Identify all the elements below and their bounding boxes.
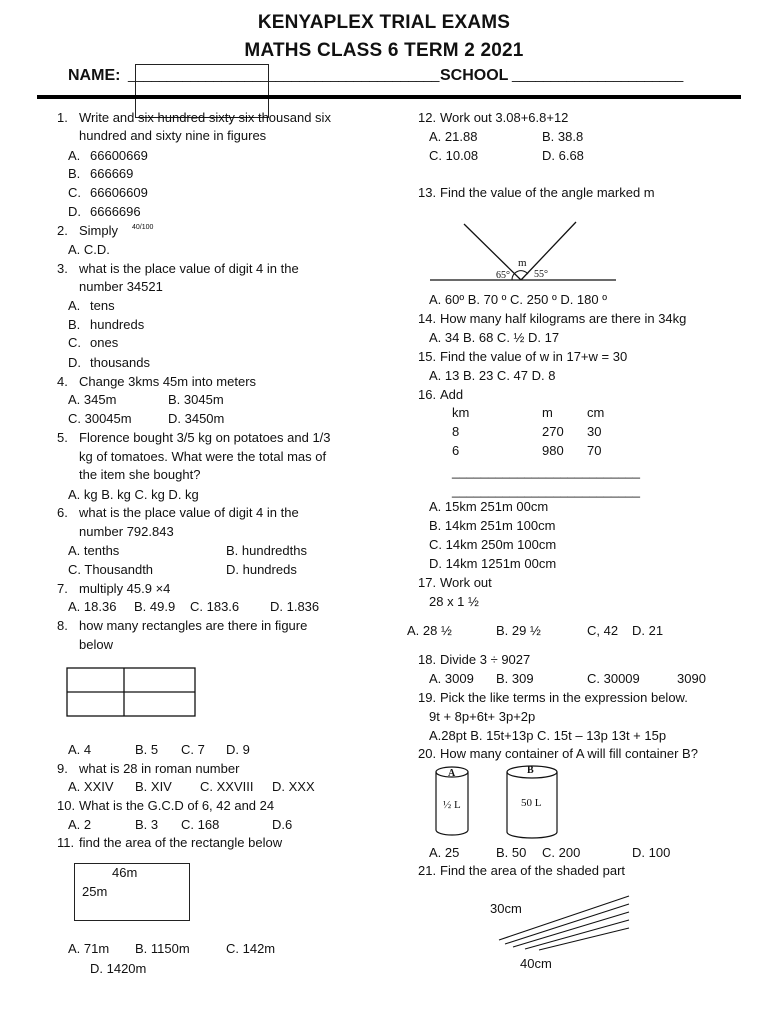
rectangle-length-label: 46m	[112, 865, 138, 880]
q16-option-d[interactable]: D. 14km 1251m 00cm	[429, 556, 557, 571]
q10-option-a[interactable]: A. 2	[68, 817, 92, 832]
q15-number: 15.	[418, 349, 437, 364]
shaded-figure	[495, 892, 635, 952]
q14-text: How many half kilograms are there in 34kg	[440, 311, 687, 326]
name-blank[interactable]: ________________________________________	[128, 66, 440, 82]
q20-option-d[interactable]: D. 100	[632, 845, 671, 860]
q10-text: What is the G.C.D of 6, 42 and 24	[79, 798, 275, 813]
q7-option-b[interactable]: B. 49.9	[134, 599, 176, 614]
q6-option-b[interactable]: B. hundredths	[226, 543, 307, 558]
q7-number: 7.	[57, 581, 68, 596]
q13-text: Find the value of the angle marked m	[440, 185, 655, 200]
q4-option-d[interactable]: D. 3450m	[168, 411, 225, 426]
q7-option-c[interactable]: C. 183.6	[190, 599, 240, 614]
shaded-top-label: 30cm	[490, 901, 522, 916]
q21-text: Find the area of the shaded part	[440, 863, 626, 878]
q9-text: what is 28 in roman number	[79, 761, 240, 776]
exam-subtitle: MATHS CLASS 6 TERM 2 2021	[244, 40, 524, 61]
q9-option-c[interactable]: C. XXVIII	[200, 779, 254, 794]
q3-b-label: B.	[68, 317, 81, 332]
q3-c-label: C.	[68, 335, 81, 350]
q4-option-c[interactable]: C. 30045m	[68, 411, 132, 426]
container-b-label: B	[527, 765, 534, 776]
q2-text: Simply	[79, 223, 119, 238]
q5-text: Florence bought 3/5 kg on potatoes and 1/3	[79, 430, 331, 445]
q10-number: 10.	[57, 798, 76, 813]
q16-row2-m: 980	[542, 443, 564, 458]
q16-head-cm: cm	[587, 405, 605, 420]
q16-head-km: km	[452, 405, 470, 420]
q9-number: 9.	[57, 761, 68, 776]
q10-option-b[interactable]: B. 3	[135, 817, 159, 832]
q1-text: Write and six hundred sixty six thousand six	[79, 110, 331, 125]
q15-options[interactable]: A. 13 B. 23 C. 47 D. 8	[429, 368, 556, 383]
q17-option-d[interactable]: D. 21	[632, 623, 664, 638]
q17-expression: 28 x 1 ½	[429, 594, 479, 609]
q11-option-d[interactable]: D. 1420m	[90, 961, 147, 976]
q7-option-a[interactable]: A. 18.36	[68, 599, 117, 614]
q11-option-c[interactable]: C. 142m	[226, 941, 276, 956]
q12-text: Work out 3.08+6.8+12	[440, 110, 569, 125]
container-b-volume: 50 L	[521, 797, 542, 809]
q13-number: 13.	[418, 185, 437, 200]
q16-answer-line-2: __________________________	[452, 483, 640, 498]
q17-option-c[interactable]: C, 42	[587, 623, 619, 638]
q15-text: Find the value of w in 17+w = 30	[440, 349, 628, 364]
q8-option-d[interactable]: D. 9	[226, 742, 250, 757]
exam-title: KENYAPLEX TRIAL EXAMS	[257, 12, 511, 33]
q1-d-label: D.	[68, 204, 81, 219]
q7-text: multiply 45.9 ×4	[79, 581, 171, 596]
q1-option-a[interactable]: 66600669	[90, 148, 148, 163]
shaded-bottom-label: 40cm	[520, 956, 552, 971]
q3-text-2: number 34521	[79, 279, 163, 294]
q2-number: 2.	[57, 223, 68, 238]
q19-options[interactable]: A.28pt B. 15t+13p C. 15t – 13p 13t + 15p	[429, 728, 667, 743]
q17-option-b[interactable]: B. 29 ½	[496, 623, 541, 638]
q7-option-d[interactable]: D. 1.836	[270, 599, 320, 614]
q16-number: 16.	[418, 387, 437, 402]
q1-a-label: A.	[68, 148, 81, 163]
q17-text: Work out	[440, 575, 492, 590]
rectangle-width-label: 25m	[82, 884, 108, 899]
q3-d-label: D.	[68, 355, 81, 370]
q3-option-a[interactable]: tens	[90, 298, 115, 313]
q16-text: Add	[440, 387, 464, 402]
q20-text: How many container of A will fill container B?	[440, 746, 698, 761]
q16-option-b[interactable]: B. 14km 251m 100cm	[429, 518, 556, 533]
q12-number: 12.	[418, 110, 437, 125]
q9-option-d[interactable]: D. XXX	[272, 779, 315, 794]
q5-text-3: the item she bought?	[79, 467, 201, 482]
q1-text-2: hundred and sixty nine in figures	[79, 128, 267, 143]
q6-text-2: number 792.843	[79, 524, 174, 539]
q19-number: 19.	[418, 690, 437, 705]
angle-figure	[428, 218, 618, 288]
q18-option-c[interactable]: C. 30009	[587, 671, 640, 686]
q16-row1-km: 8	[452, 424, 460, 439]
q21-number: 21.	[418, 863, 437, 878]
q10-option-c[interactable]: C. 168	[181, 817, 220, 832]
q6-option-d[interactable]: D. hundreds	[226, 562, 297, 577]
container-a-volume: ½ L	[443, 799, 461, 811]
q1-c-label: C.	[68, 185, 81, 200]
q8-number: 8.	[57, 618, 68, 633]
q11-text: find the area of the rectangle below	[79, 835, 283, 850]
q19-text: Pick the like terms in the expression below.	[440, 690, 688, 705]
q18-number: 18.	[418, 652, 437, 667]
q18-text: Divide 3 ÷ 9027	[440, 652, 531, 667]
q12-option-d[interactable]: D. 6.68	[542, 148, 584, 163]
angle-65-label: 65°	[496, 270, 510, 281]
q4-option-a[interactable]: A. 345m	[68, 392, 117, 407]
q3-text: what is the place value of digit 4 in the	[79, 261, 299, 276]
q8-text: how many rectangles are there in figure	[79, 618, 308, 633]
q2-fraction: 40/100	[132, 224, 154, 231]
q3-number: 3.	[57, 261, 68, 276]
q6-option-c[interactable]: C. Thousandth	[68, 562, 154, 577]
q4-option-b[interactable]: B. 3045m	[168, 392, 224, 407]
q8-option-b[interactable]: B. 5	[135, 742, 159, 757]
q14-options[interactable]: A. 34 B. 68 C. ½ D. 17	[429, 330, 560, 345]
q20-option-b[interactable]: B. 50	[496, 845, 527, 860]
q12-option-c[interactable]: C. 10.08	[429, 148, 479, 163]
container-a-label: A	[448, 768, 456, 779]
q3-option-b[interactable]: hundreds	[90, 317, 145, 332]
q20-option-a[interactable]: A. 25	[429, 845, 460, 860]
q8-option-c[interactable]: C. 7	[181, 742, 205, 757]
q6-option-a[interactable]: A. tenths	[68, 543, 120, 558]
rectangles-figure	[66, 667, 198, 719]
q11-option-a[interactable]: A. 71m	[68, 941, 110, 956]
q1-option-c[interactable]: 66606609	[90, 185, 148, 200]
q11-option-b[interactable]: B. 1150m	[135, 941, 190, 956]
q12-option-a[interactable]: A. 21.88	[429, 129, 478, 144]
q3-option-c[interactable]: ones	[90, 335, 119, 350]
q17-number: 17.	[418, 575, 437, 590]
q16-row1-m: 270	[542, 424, 564, 439]
q9-option-a[interactable]: A. XXIV	[68, 779, 114, 794]
q20-option-c[interactable]: C. 200	[542, 845, 581, 860]
q5-number: 5.	[57, 430, 68, 445]
q16-row1-cm: 30	[587, 424, 602, 439]
q5-text-2: kg of tomatoes. What were the total mas of	[79, 449, 327, 464]
q19-expression: 9t + 8p+6t+ 3p+2p	[429, 709, 536, 724]
q14-number: 14.	[418, 311, 437, 326]
q16-option-a[interactable]: A. 15km 251m 00cm	[429, 499, 549, 514]
school-blank[interactable]: ______________________	[512, 66, 684, 82]
angle-55-label: 55°	[534, 269, 548, 280]
q6-number: 6.	[57, 505, 68, 520]
q8-option-a[interactable]: A. 4	[68, 742, 92, 757]
q16-row2-cm: 70	[587, 443, 602, 458]
q1-option-b[interactable]: 666669	[90, 166, 134, 181]
q5-options[interactable]: A. kg B. kg C. kg D. kg	[68, 487, 199, 502]
q18-option-d[interactable]: 3090	[677, 671, 706, 686]
q16-answer-line-1: __________________________	[452, 464, 640, 479]
q16-row2-km: 6	[452, 443, 460, 458]
q12-option-b[interactable]: B. 38.8	[542, 129, 584, 144]
q10-option-d[interactable]: D.6	[272, 817, 293, 832]
angle-m-label: m	[518, 257, 527, 269]
q16-option-c[interactable]: C. 14km 250m 100cm	[429, 537, 557, 552]
name-label: NAME:	[68, 67, 121, 84]
q13-options[interactable]: A. 60º B. 70 º C. 250 º D. 180 º	[429, 292, 607, 307]
q6-text: what is the place value of digit 4 in the	[79, 505, 299, 520]
q9-option-b[interactable]: B. XIV	[135, 779, 172, 794]
q17-option-a[interactable]: A. 28 ½	[407, 623, 452, 638]
q8-text-2: below	[79, 637, 113, 652]
q20-number: 20.	[418, 746, 437, 761]
q16-head-m: m	[542, 405, 553, 420]
q11-number: 11.	[57, 835, 75, 850]
q1-b-label: B.	[68, 166, 81, 181]
school-label: SCHOOL	[440, 67, 509, 84]
q1-option-d[interactable]: 6666696	[90, 204, 141, 219]
q3-option-d[interactable]: thousands	[90, 355, 150, 370]
header-rule	[37, 95, 741, 99]
q2-option-a[interactable]: A. C.D.	[68, 242, 110, 257]
q18-option-b[interactable]: B. 309	[496, 671, 534, 686]
q1-number: 1.	[57, 110, 68, 125]
q3-a-label: A.	[68, 298, 81, 313]
q4-text: Change 3kms 45m into meters	[79, 374, 257, 389]
q18-option-a[interactable]: A. 3009	[429, 671, 474, 686]
q4-number: 4.	[57, 374, 68, 389]
